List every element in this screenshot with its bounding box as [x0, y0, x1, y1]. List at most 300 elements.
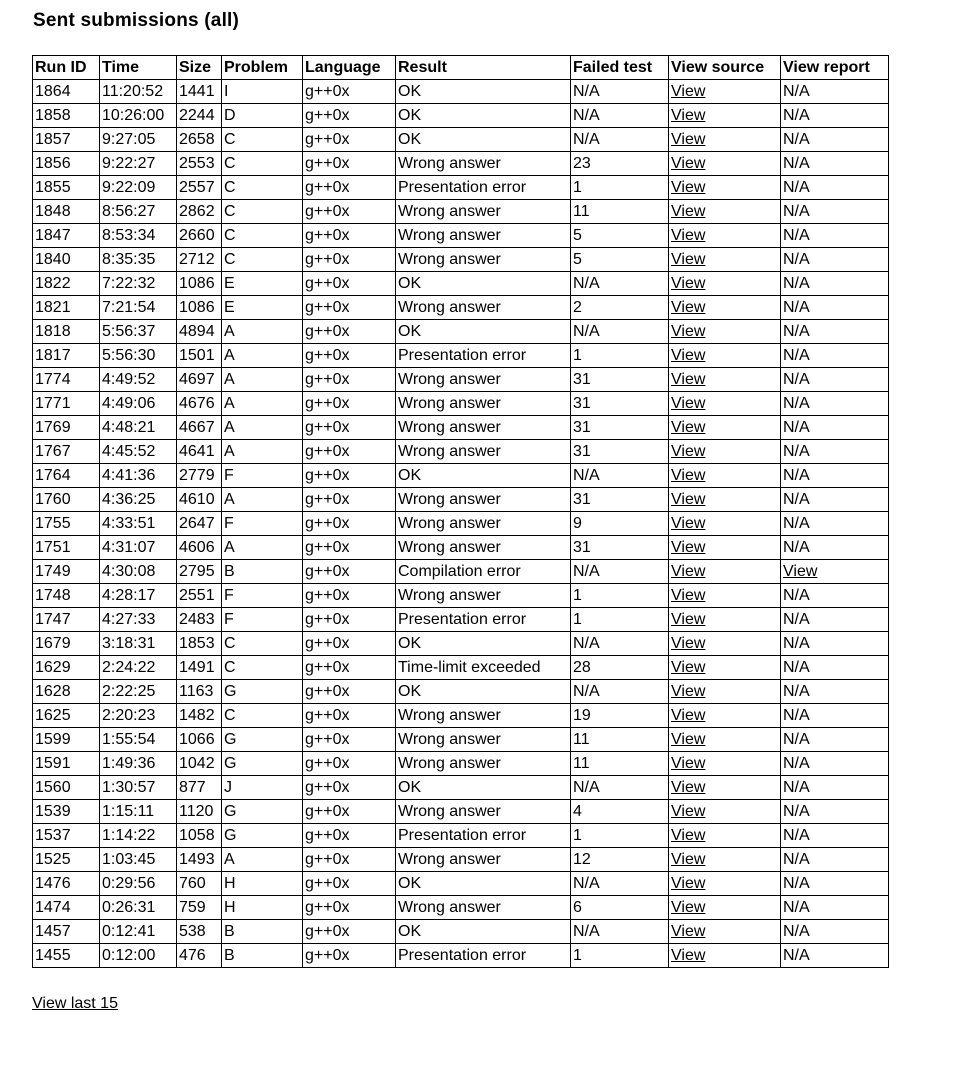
language-cell: g++0x: [303, 752, 396, 776]
view-report-cell: N/A: [781, 104, 889, 128]
size-cell: 538: [177, 920, 222, 944]
view-source-link[interactable]: View: [671, 779, 706, 796]
table-row: [33, 200, 889, 224]
view-source-link[interactable]: View: [671, 275, 706, 292]
problem-cell: D: [222, 104, 303, 128]
language-cell: g++0x: [303, 728, 396, 752]
problem-cell: C: [222, 656, 303, 680]
view-source-cell: [669, 296, 781, 320]
view-source-link[interactable]: View: [671, 707, 706, 724]
column-header-failed-test: Failed test: [571, 56, 669, 80]
view-report-cell: N/A: [781, 920, 889, 944]
view-source-link[interactable]: View: [671, 947, 706, 964]
view-source-link[interactable]: View: [671, 923, 706, 940]
view-source-cell: [669, 848, 781, 872]
view-source-link[interactable]: View: [671, 851, 706, 868]
problem-cell: A: [222, 368, 303, 392]
run-id-cell: 1628: [33, 680, 100, 704]
failed-test-cell: 5: [571, 248, 669, 272]
view-report-link[interactable]: View: [783, 563, 818, 580]
result-cell: Presentation error: [396, 344, 571, 368]
size-cell: 4641: [177, 440, 222, 464]
result-cell: Wrong answer: [396, 368, 571, 392]
view-source-link[interactable]: View: [671, 107, 706, 124]
result-cell: OK: [396, 464, 571, 488]
table-row: [33, 944, 889, 968]
result-cell: OK: [396, 272, 571, 296]
size-cell: 2795: [177, 560, 222, 584]
view-source-link[interactable]: View: [671, 563, 706, 580]
table-row: [33, 608, 889, 632]
view-source-link[interactable]: View: [671, 515, 706, 532]
result-cell: Wrong answer: [396, 152, 571, 176]
failed-test-cell: N/A: [571, 80, 669, 104]
time-cell: 4:36:25: [100, 488, 177, 512]
problem-cell: C: [222, 704, 303, 728]
column-header-view-source: View source: [669, 56, 781, 80]
size-cell: 1066: [177, 728, 222, 752]
problem-cell: C: [222, 200, 303, 224]
view-source-link[interactable]: View: [671, 227, 706, 244]
view-report-cell: N/A: [781, 848, 889, 872]
view-source-link[interactable]: View: [671, 635, 706, 652]
view-source-cell: [669, 656, 781, 680]
view-report-cell: N/A: [781, 728, 889, 752]
time-cell: 0:29:56: [100, 872, 177, 896]
table-row: [33, 896, 889, 920]
view-source-cell: [669, 368, 781, 392]
result-cell: Wrong answer: [396, 728, 571, 752]
result-cell: Wrong answer: [396, 800, 571, 824]
problem-cell: F: [222, 512, 303, 536]
problem-cell: C: [222, 128, 303, 152]
failed-test-cell: 31: [571, 440, 669, 464]
failed-test-cell: 11: [571, 752, 669, 776]
view-source-cell: [669, 872, 781, 896]
time-cell: 4:49:52: [100, 368, 177, 392]
result-cell: Presentation error: [396, 176, 571, 200]
view-source-link[interactable]: View: [671, 131, 706, 148]
time-cell: 0:12:00: [100, 944, 177, 968]
time-cell: 1:03:45: [100, 848, 177, 872]
result-cell: OK: [396, 920, 571, 944]
table-row: [33, 104, 889, 128]
problem-cell: A: [222, 344, 303, 368]
view-report-cell: N/A: [781, 464, 889, 488]
time-cell: 0:12:41: [100, 920, 177, 944]
view-source-cell: [669, 176, 781, 200]
failed-test-cell: 5: [571, 224, 669, 248]
time-cell: 4:45:52: [100, 440, 177, 464]
run-id-cell: 1755: [33, 512, 100, 536]
view-report-cell: N/A: [781, 152, 889, 176]
result-cell: Wrong answer: [396, 248, 571, 272]
problem-cell: I: [222, 80, 303, 104]
language-cell: g++0x: [303, 152, 396, 176]
view-source-link[interactable]: View: [671, 323, 706, 340]
problem-cell: J: [222, 776, 303, 800]
table-row: [33, 920, 889, 944]
view-report-cell: N/A: [781, 536, 889, 560]
time-cell: 2:22:25: [100, 680, 177, 704]
view-source-link[interactable]: View: [671, 899, 706, 916]
language-cell: g++0x: [303, 920, 396, 944]
view-source-link[interactable]: View: [671, 539, 706, 556]
language-cell: g++0x: [303, 416, 396, 440]
failed-test-cell: 31: [571, 536, 669, 560]
table-row: [33, 632, 889, 656]
result-cell: OK: [396, 80, 571, 104]
failed-test-cell: 31: [571, 392, 669, 416]
size-cell: 760: [177, 872, 222, 896]
language-cell: g++0x: [303, 248, 396, 272]
page-title: Sent submissions (all): [33, 10, 240, 31]
table-row: [33, 248, 889, 272]
problem-cell: E: [222, 272, 303, 296]
problem-cell: G: [222, 680, 303, 704]
run-id-cell: 1847: [33, 224, 100, 248]
time-cell: 4:33:51: [100, 512, 177, 536]
problem-cell: A: [222, 416, 303, 440]
column-header-run-id: Run ID: [33, 56, 100, 80]
table-row: [33, 296, 889, 320]
table-row: [33, 656, 889, 680]
view-report-cell: N/A: [781, 872, 889, 896]
run-id-cell: 1474: [33, 896, 100, 920]
problem-cell: C: [222, 176, 303, 200]
view-source-link[interactable]: View: [671, 179, 706, 196]
size-cell: 2712: [177, 248, 222, 272]
view-source-link[interactable]: View: [671, 491, 706, 508]
run-id-cell: 1769: [33, 416, 100, 440]
view-report-cell: N/A: [781, 800, 889, 824]
problem-cell: G: [222, 824, 303, 848]
column-header-time: Time: [100, 56, 177, 80]
view-source-link[interactable]: View: [671, 731, 706, 748]
result-cell: Wrong answer: [396, 584, 571, 608]
time-cell: 4:48:21: [100, 416, 177, 440]
problem-cell: A: [222, 392, 303, 416]
result-cell: Wrong answer: [396, 512, 571, 536]
size-cell: 1853: [177, 632, 222, 656]
problem-cell: C: [222, 248, 303, 272]
size-cell: 2483: [177, 608, 222, 632]
view-source-link[interactable]: View: [671, 371, 706, 388]
problem-cell: F: [222, 584, 303, 608]
problem-cell: C: [222, 224, 303, 248]
language-cell: g++0x: [303, 680, 396, 704]
view-source-link[interactable]: View: [671, 659, 706, 676]
failed-test-cell: N/A: [571, 128, 669, 152]
language-cell: g++0x: [303, 536, 396, 560]
view-report-cell: N/A: [781, 176, 889, 200]
time-cell: 11:20:52: [100, 80, 177, 104]
time-cell: 4:28:17: [100, 584, 177, 608]
problem-cell: A: [222, 440, 303, 464]
table-row: [33, 560, 889, 584]
size-cell: 4676: [177, 392, 222, 416]
view-source-cell: [669, 152, 781, 176]
failed-test-cell: 1: [571, 344, 669, 368]
result-cell: Compilation error: [396, 560, 571, 584]
size-cell: 1086: [177, 272, 222, 296]
view-report-cell: N/A: [781, 128, 889, 152]
failed-test-cell: 23: [571, 152, 669, 176]
table-row: [33, 464, 889, 488]
failed-test-cell: 1: [571, 944, 669, 968]
size-cell: 2862: [177, 200, 222, 224]
time-cell: 9:27:05: [100, 128, 177, 152]
size-cell: 1441: [177, 80, 222, 104]
time-cell: 2:20:23: [100, 704, 177, 728]
problem-cell: E: [222, 296, 303, 320]
problem-cell: F: [222, 464, 303, 488]
result-cell: Wrong answer: [396, 200, 571, 224]
run-id-cell: 1856: [33, 152, 100, 176]
language-cell: g++0x: [303, 272, 396, 296]
view-source-cell: [669, 608, 781, 632]
failed-test-cell: 6: [571, 896, 669, 920]
size-cell: 1482: [177, 704, 222, 728]
size-cell: 476: [177, 944, 222, 968]
language-cell: g++0x: [303, 128, 396, 152]
view-source-link[interactable]: View: [671, 875, 706, 892]
run-id-cell: 1857: [33, 128, 100, 152]
table-row: [33, 176, 889, 200]
view-source-cell: [669, 320, 781, 344]
view-source-cell: [669, 704, 781, 728]
table-row: [33, 848, 889, 872]
view-source-link[interactable]: View: [671, 827, 706, 844]
failed-test-cell: 12: [571, 848, 669, 872]
result-cell: Presentation error: [396, 824, 571, 848]
result-cell: Presentation error: [396, 608, 571, 632]
failed-test-cell: 31: [571, 416, 669, 440]
failed-test-cell: 9: [571, 512, 669, 536]
language-cell: g++0x: [303, 104, 396, 128]
view-source-link[interactable]: View: [671, 347, 706, 364]
table-row: [33, 224, 889, 248]
run-id-cell: 1817: [33, 344, 100, 368]
time-cell: 10:26:00: [100, 104, 177, 128]
view-source-link[interactable]: View: [671, 755, 706, 772]
failed-test-cell: 31: [571, 368, 669, 392]
result-cell: Wrong answer: [396, 752, 571, 776]
language-cell: g++0x: [303, 368, 396, 392]
view-source-link[interactable]: View: [671, 203, 706, 220]
run-id-cell: 1476: [33, 872, 100, 896]
size-cell: 4697: [177, 368, 222, 392]
view-source-cell: [669, 800, 781, 824]
size-cell: 4606: [177, 536, 222, 560]
view-source-cell: [669, 416, 781, 440]
header-row: [33, 56, 889, 80]
view-report-cell: N/A: [781, 656, 889, 680]
view-source-link[interactable]: View: [671, 155, 706, 172]
failed-test-cell: 11: [571, 200, 669, 224]
view-report-cell: N/A: [781, 512, 889, 536]
table-row: [33, 440, 889, 464]
view-source-cell: [669, 512, 781, 536]
problem-cell: B: [222, 944, 303, 968]
size-cell: 2551: [177, 584, 222, 608]
language-cell: g++0x: [303, 560, 396, 584]
view-source-link[interactable]: View: [671, 803, 706, 820]
run-id-cell: 1539: [33, 800, 100, 824]
view-report-cell: N/A: [781, 752, 889, 776]
view-last-15-link[interactable]: View last 15: [32, 995, 118, 1012]
size-cell: 1491: [177, 656, 222, 680]
view-source-link[interactable]: View: [671, 587, 706, 604]
time-cell: 9:22:27: [100, 152, 177, 176]
language-cell: g++0x: [303, 80, 396, 104]
failed-test-cell: 1: [571, 176, 669, 200]
failed-test-cell: 1: [571, 824, 669, 848]
time-cell: 1:55:54: [100, 728, 177, 752]
problem-cell: B: [222, 920, 303, 944]
view-source-cell: [669, 272, 781, 296]
table-row: [33, 488, 889, 512]
view-source-cell: [669, 632, 781, 656]
view-source-link[interactable]: View: [671, 395, 706, 412]
problem-cell: C: [222, 152, 303, 176]
failed-test-cell: 31: [571, 488, 669, 512]
result-cell: OK: [396, 680, 571, 704]
problem-cell: H: [222, 872, 303, 896]
run-id-cell: 1625: [33, 704, 100, 728]
language-cell: g++0x: [303, 440, 396, 464]
view-report-cell: [781, 560, 889, 584]
view-report-cell: N/A: [781, 224, 889, 248]
size-cell: 2660: [177, 224, 222, 248]
language-cell: g++0x: [303, 584, 396, 608]
result-cell: OK: [396, 320, 571, 344]
view-source-link[interactable]: View: [671, 443, 706, 460]
language-cell: g++0x: [303, 392, 396, 416]
run-id-cell: 1764: [33, 464, 100, 488]
view-source-link[interactable]: View: [671, 419, 706, 436]
result-cell: Presentation error: [396, 944, 571, 968]
table-row: [33, 344, 889, 368]
result-cell: Wrong answer: [396, 848, 571, 872]
table-row: [33, 824, 889, 848]
view-source-cell: [669, 728, 781, 752]
view-source-link[interactable]: View: [671, 299, 706, 316]
size-cell: 1163: [177, 680, 222, 704]
failed-test-cell: N/A: [571, 920, 669, 944]
result-cell: OK: [396, 632, 571, 656]
result-cell: Wrong answer: [396, 440, 571, 464]
table-row: [33, 536, 889, 560]
time-cell: 4:31:07: [100, 536, 177, 560]
language-cell: g++0x: [303, 848, 396, 872]
result-cell: OK: [396, 128, 571, 152]
size-cell: 1042: [177, 752, 222, 776]
problem-cell: A: [222, 848, 303, 872]
table-row: [33, 392, 889, 416]
language-cell: g++0x: [303, 488, 396, 512]
view-report-cell: N/A: [781, 488, 889, 512]
time-cell: 2:24:22: [100, 656, 177, 680]
view-report-cell: N/A: [781, 296, 889, 320]
time-cell: 4:49:06: [100, 392, 177, 416]
view-source-cell: [669, 920, 781, 944]
view-source-link[interactable]: View: [671, 251, 706, 268]
size-cell: 877: [177, 776, 222, 800]
view-report-cell: N/A: [781, 776, 889, 800]
view-source-cell: [669, 128, 781, 152]
table-row: [33, 152, 889, 176]
run-id-cell: 1629: [33, 656, 100, 680]
run-id-cell: 1591: [33, 752, 100, 776]
view-report-cell: N/A: [781, 632, 889, 656]
view-report-cell: N/A: [781, 200, 889, 224]
language-cell: g++0x: [303, 296, 396, 320]
view-source-cell: [669, 104, 781, 128]
table-row: [33, 752, 889, 776]
run-id-cell: 1858: [33, 104, 100, 128]
view-source-link[interactable]: View: [671, 611, 706, 628]
view-source-link[interactable]: View: [671, 83, 706, 100]
time-cell: 1:15:11: [100, 800, 177, 824]
run-id-cell: 1771: [33, 392, 100, 416]
problem-cell: A: [222, 488, 303, 512]
failed-test-cell: N/A: [571, 272, 669, 296]
result-cell: OK: [396, 872, 571, 896]
run-id-cell: 1560: [33, 776, 100, 800]
view-report-cell: N/A: [781, 272, 889, 296]
run-id-cell: 1525: [33, 848, 100, 872]
time-cell: 8:35:35: [100, 248, 177, 272]
result-cell: Wrong answer: [396, 416, 571, 440]
result-cell: Wrong answer: [396, 296, 571, 320]
view-source-link[interactable]: View: [671, 683, 706, 700]
table-row: [33, 416, 889, 440]
view-report-cell: N/A: [781, 944, 889, 968]
table-row: [33, 320, 889, 344]
size-cell: 2553: [177, 152, 222, 176]
run-id-cell: 1457: [33, 920, 100, 944]
table-row: [33, 512, 889, 536]
view-source-cell: [669, 200, 781, 224]
time-cell: 1:30:57: [100, 776, 177, 800]
run-id-cell: 1679: [33, 632, 100, 656]
table-row: [33, 368, 889, 392]
view-source-cell: [669, 560, 781, 584]
failed-test-cell: 1: [571, 608, 669, 632]
view-report-cell: N/A: [781, 248, 889, 272]
run-id-cell: 1822: [33, 272, 100, 296]
language-cell: g++0x: [303, 896, 396, 920]
view-source-link[interactable]: View: [671, 467, 706, 484]
size-cell: 1501: [177, 344, 222, 368]
run-id-cell: 1747: [33, 608, 100, 632]
size-cell: 4894: [177, 320, 222, 344]
size-cell: 4667: [177, 416, 222, 440]
view-source-cell: [669, 776, 781, 800]
run-id-cell: 1821: [33, 296, 100, 320]
run-id-cell: 1840: [33, 248, 100, 272]
result-cell: Wrong answer: [396, 704, 571, 728]
table-row: [33, 776, 889, 800]
view-source-cell: [669, 464, 781, 488]
run-id-cell: 1767: [33, 440, 100, 464]
size-cell: 1120: [177, 800, 222, 824]
view-report-cell: N/A: [781, 680, 889, 704]
time-cell: 4:41:36: [100, 464, 177, 488]
failed-test-cell: N/A: [571, 464, 669, 488]
view-report-cell: N/A: [781, 704, 889, 728]
